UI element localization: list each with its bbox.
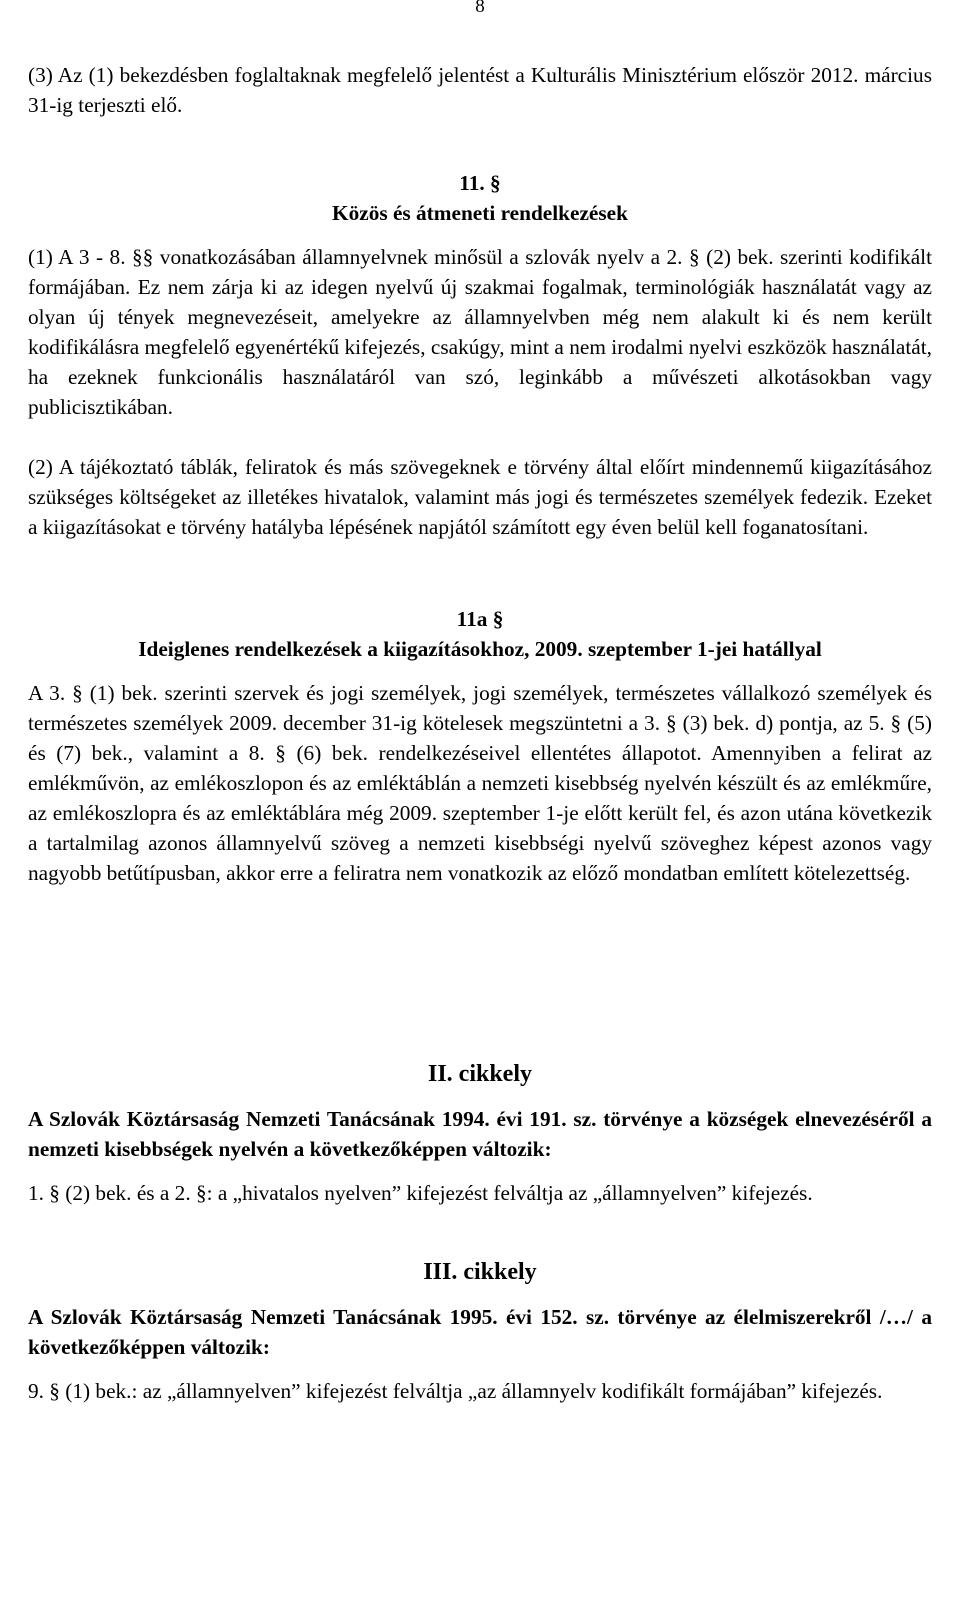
section-11a-paragraph-1: A 3. § (1) bek. szerinti szervek és jogi személyek, jogi személyek, természetes vállalkozó személyek és természetes személyek 2009. december 31-ig kötelesek megszüntetni a 3. § (3) bek. d) pontja, az 5. § (5) és (7) bek., valamint a 8. § (6) bek. rendelkezéseivel ellentétes állapotot. Amennyiben a felirat az emlékművön, az emlékoszlopon és az emléktáblán a nemzeti kisebbség nyelvén készült és az emlékműre, az emlékoszlopra és az emléktáblára még 2009. szeptember 1-je előtt került fel, és azon utána következik a tartalmilag azonos államnyelvű szöveg a nemzeti kisebbségi nyelvű szöveghez képest azonos vagy nagyobb betűtípusban, akkor erre a feliratra nem vonatkozik az előző mondatban említett kötelezettség. (28, 681, 932, 885)
page-number: 8 (475, 0, 485, 17)
section-11-paragraph-2: (2) A tájékoztató táblák, feliratok és más szövegeknek e törvény által előírt mindennemű kiigazításához szükséges költségeket az illetékes hivatalok, valamint más jogi és természetes személyek fedezik. Ezeket a kiigazításokat e törvény hatályba lépésének napjától számított egy éven belül kell foganatosítani. (28, 455, 932, 539)
article-iii-heading: III. cikkely (423, 1259, 537, 1285)
document-body (0, 60, 960, 1406)
section-11a-title: Ideiglenes rendelkezések a kiigazításokhoz, 2009. szeptember 1-jei hatállyal (138, 637, 822, 661)
section-11-number: 11. § (459, 171, 501, 195)
section-11-paragraph-1: (1) A 3 - 8. §§ vonatkozásában államnyelvnek minősül a szlovák nyelv a 2. § (2) bek. szerinti kodifikált formájában. Ez nem zárja ki az idegen nyelvű új szakmai fogalmak, terminológiák használatát vagy az olyan új tények megnevezéseit, amelyekre az államnyelvben még nem alakult ki és nem került kodifikálásra megfelelő egyenértékű kifejezés, csakúgy, mint a nem irodalmi nyelvi eszközök használatát, ha ezeknek funkcionális használatáról van szó, leginkább a művészeti alkotásokban vagy publicisztikában. (28, 245, 932, 419)
article-iii-paragraph-1: 9. § (1) bek.: az „államnyelven” kifejezést felváltja „az államnyelv kodifikált formájában” kifejezés. (28, 1379, 883, 1403)
article-ii-heading: II. cikkely (427, 1061, 532, 1087)
section-11a-number: 11a § (456, 607, 504, 631)
section-11-title: Közös és átmeneti rendelkezések (332, 201, 628, 225)
paragraph-3: (3) Az (1) bekezdésben foglaltaknak megfelelő jelentést a Kulturális Minisztérium először 2012. március 31-ig terjeszti elő. (28, 63, 932, 117)
article-iii-intro: A Szlovák Köztársaság Nemzeti Tanácsának 1995. évi 152. sz. törvénye az élelmiszerekről /…/ a következőképpen változik: (28, 1305, 932, 1359)
article-ii-intro: A Szlovák Köztársaság Nemzeti Tanácsának 1994. évi 191. sz. törvénye a községek elnevezéséről a nemzeti kisebbségek nyelvén a következőképpen változik: (28, 1107, 932, 1161)
article-ii-paragraph-1: 1. § (2) bek. és a 2. §: a „hivatalos nyelven” kifejezést felváltja az „államnyelven” kifejezés. (28, 1181, 813, 1205)
